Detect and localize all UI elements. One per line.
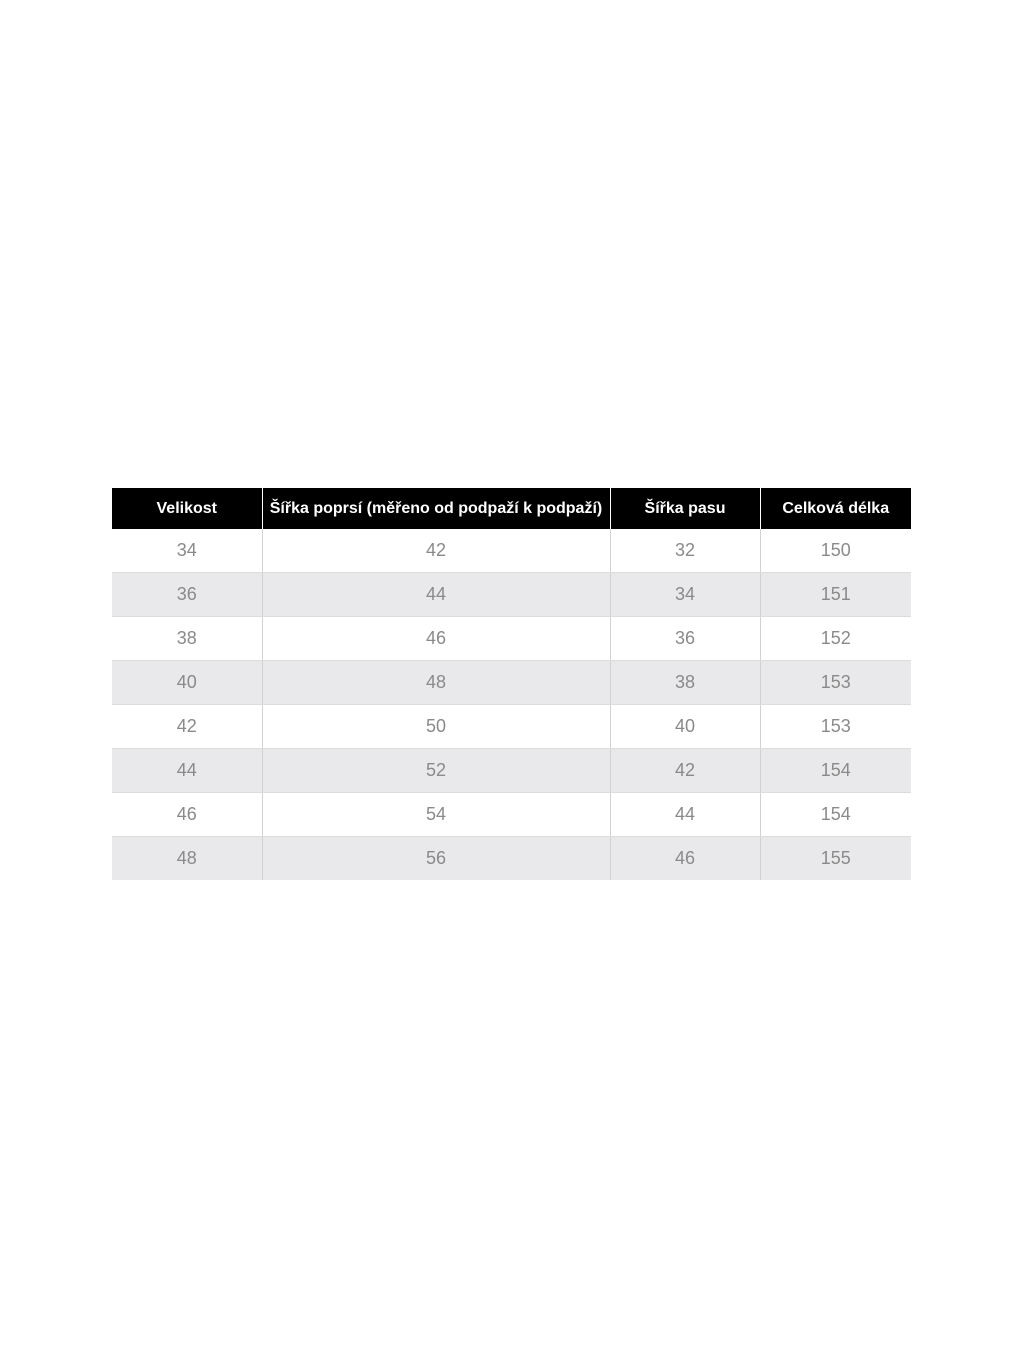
cell-size: 48 xyxy=(112,837,262,881)
cell-waist-width: 42 xyxy=(610,749,760,793)
cell-waist-width: 34 xyxy=(610,573,760,617)
table-header xyxy=(112,488,911,529)
cell-total-length: 151 xyxy=(760,573,911,617)
cell-bust-width: 42 xyxy=(262,529,610,573)
header-row xyxy=(112,488,911,529)
cell-bust-width: 44 xyxy=(262,573,610,617)
cell-total-length: 153 xyxy=(760,661,911,705)
table-row xyxy=(112,661,911,705)
table-row xyxy=(112,793,911,837)
cell-size: 40 xyxy=(112,661,262,705)
table-row xyxy=(112,573,911,617)
cell-waist-width: 38 xyxy=(610,661,760,705)
cell-bust-width: 50 xyxy=(262,705,610,749)
cell-total-length: 150 xyxy=(760,529,911,573)
cell-size: 46 xyxy=(112,793,262,837)
table-body xyxy=(112,529,911,880)
header-bust-width: Šířka poprsí (měřeno od podpaží k podpaží) xyxy=(262,488,610,529)
cell-total-length: 153 xyxy=(760,705,911,749)
cell-bust-width: 46 xyxy=(262,617,610,661)
cell-size: 38 xyxy=(112,617,262,661)
cell-total-length: 154 xyxy=(760,793,911,837)
header-total-length: Celková délka xyxy=(760,488,911,529)
cell-bust-width: 56 xyxy=(262,837,610,881)
cell-waist-width: 44 xyxy=(610,793,760,837)
cell-size: 42 xyxy=(112,705,262,749)
cell-bust-width: 54 xyxy=(262,793,610,837)
cell-size: 36 xyxy=(112,573,262,617)
table-row xyxy=(112,529,911,573)
cell-waist-width: 46 xyxy=(610,837,760,881)
cell-total-length: 154 xyxy=(760,749,911,793)
cell-waist-width: 36 xyxy=(610,617,760,661)
table-row xyxy=(112,617,911,661)
header-waist-width: Šířka pasu xyxy=(610,488,760,529)
cell-waist-width: 32 xyxy=(610,529,760,573)
cell-size: 44 xyxy=(112,749,262,793)
cell-waist-width: 40 xyxy=(610,705,760,749)
size-chart-table xyxy=(112,488,911,880)
cell-total-length: 152 xyxy=(760,617,911,661)
header-size: Velikost xyxy=(112,488,262,529)
cell-bust-width: 52 xyxy=(262,749,610,793)
cell-bust-width: 48 xyxy=(262,661,610,705)
table-row xyxy=(112,749,911,793)
table-row xyxy=(112,837,911,881)
cell-size: 34 xyxy=(112,529,262,573)
cell-total-length: 155 xyxy=(760,837,911,881)
table-row xyxy=(112,705,911,749)
